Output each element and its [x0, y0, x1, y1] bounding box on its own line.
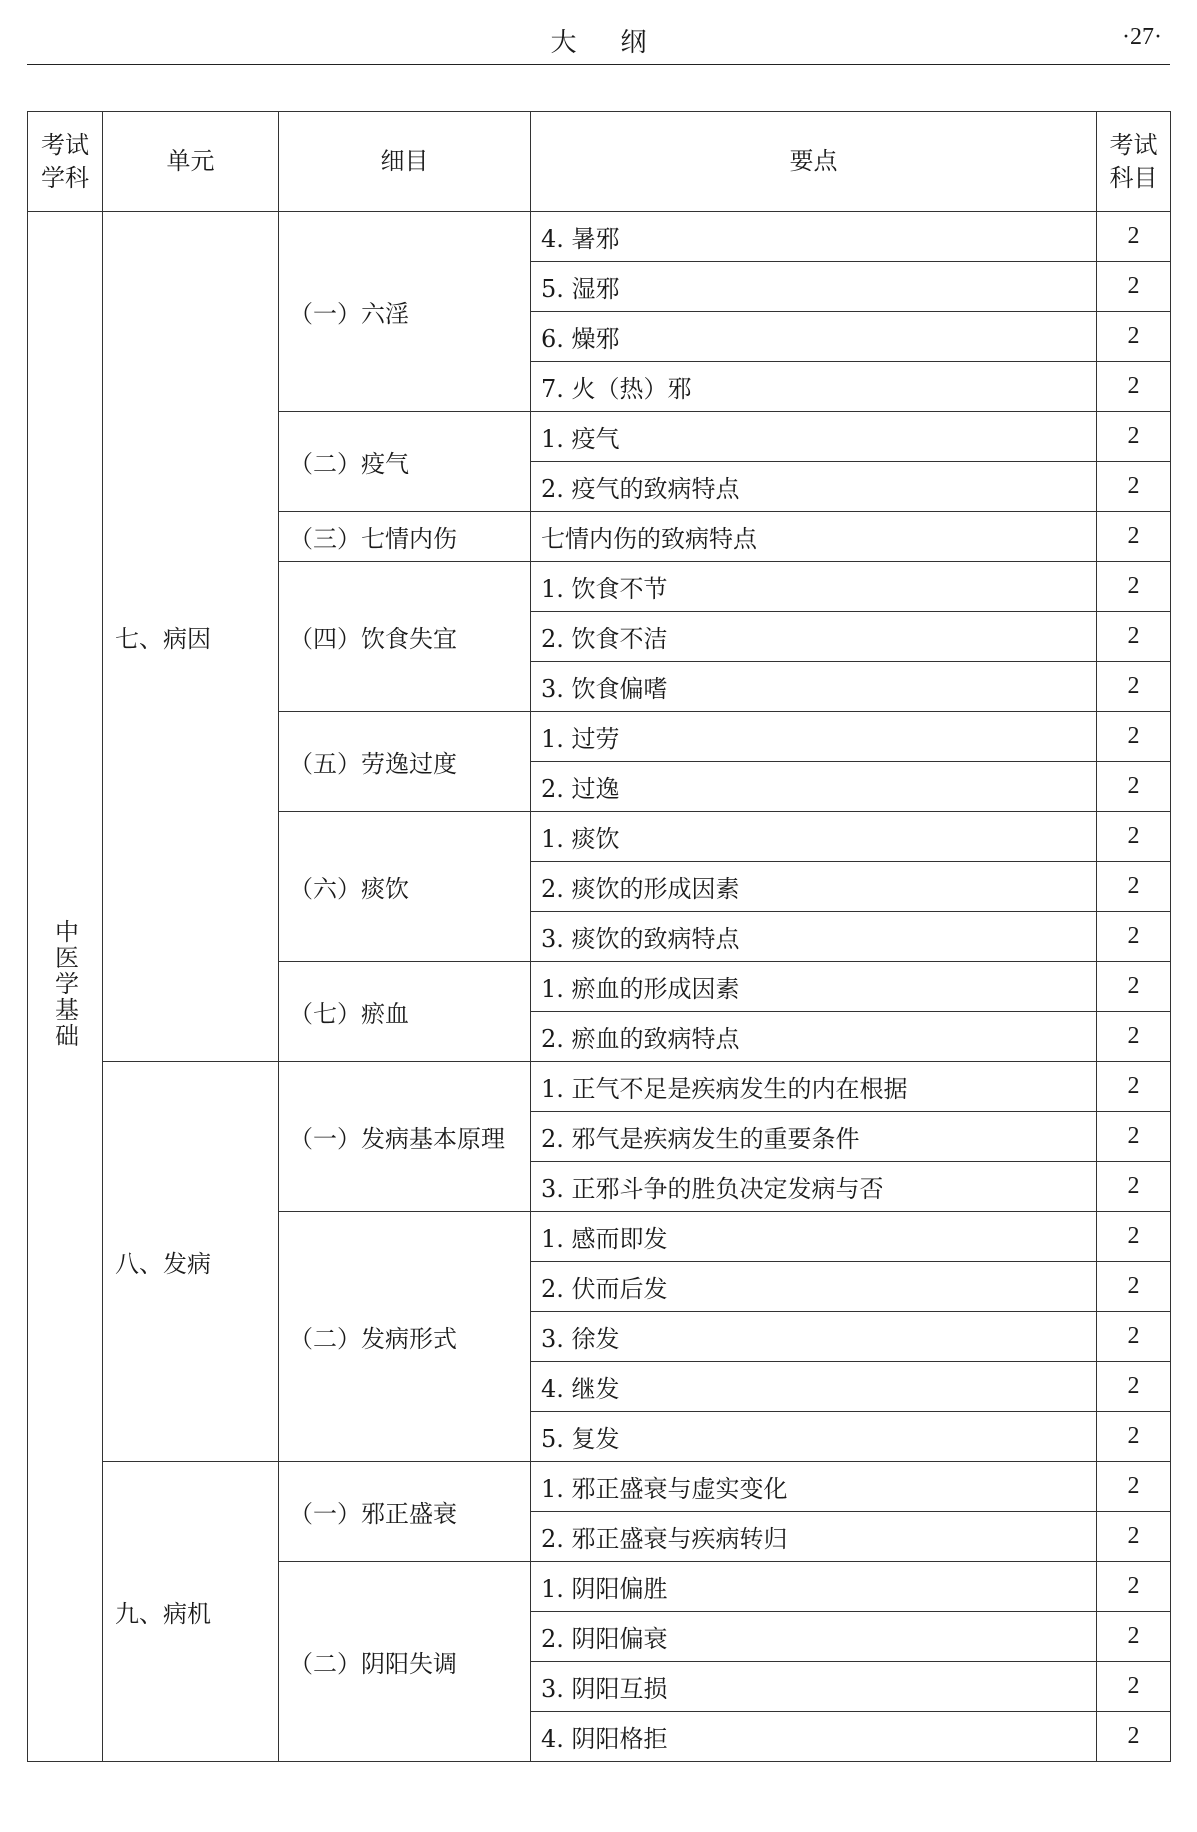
level-cell: 2 [1097, 812, 1171, 862]
level-cell: 2 [1097, 1362, 1171, 1412]
level-cell: 2 [1097, 512, 1171, 562]
level-cell: 2 [1097, 862, 1171, 912]
point-cell: 1. 瘀血的形成因素 [531, 962, 1097, 1012]
level-cell: 2 [1097, 1162, 1171, 1212]
point-cell: 4. 继发 [531, 1362, 1097, 1412]
subject-cell [28, 212, 103, 1762]
detail-cell: （四）饮食失宜 [279, 562, 531, 712]
level-cell: 2 [1097, 462, 1171, 512]
point-cell: 1. 疫气 [531, 412, 1097, 462]
unit-cell: 八、发病 [103, 1062, 279, 1462]
point-cell: 1. 饮食不节 [531, 562, 1097, 612]
point-cell: 2. 伏而后发 [531, 1262, 1097, 1312]
level-cell: 2 [1097, 412, 1171, 462]
point-cell: 2. 邪气是疾病发生的重要条件 [531, 1112, 1097, 1162]
level-cell: 2 [1097, 1512, 1171, 1562]
point-cell: 1. 过劳 [531, 712, 1097, 762]
level-cell: 2 [1097, 712, 1171, 762]
level-cell: 2 [1097, 262, 1171, 312]
point-cell: 2. 饮食不洁 [531, 612, 1097, 662]
point-cell: 3. 痰饮的致病特点 [531, 912, 1097, 962]
unit-cell: 七、病因 [103, 212, 279, 1062]
level-cell: 2 [1097, 662, 1171, 712]
point-cell: 3. 饮食偏嗜 [531, 662, 1097, 712]
point-cell: 1. 感而即发 [531, 1212, 1097, 1262]
level-cell: 2 [1097, 1262, 1171, 1312]
column-header-unit: 单元 [103, 112, 279, 212]
point-cell: 1. 邪正盛衰与虚实变化 [531, 1462, 1097, 1512]
page-title: 大纲 [550, 28, 691, 58]
detail-cell: （一）发病基本原理 [279, 1062, 531, 1212]
table-row [28, 1462, 1171, 1512]
level-cell: 2 [1097, 562, 1171, 612]
subject-label: 中医学基础 [50, 918, 79, 1049]
table-body [28, 212, 1171, 1762]
level-cell: 2 [1097, 1712, 1171, 1762]
level-cell: 2 [1097, 1312, 1171, 1362]
level-cell: 2 [1097, 612, 1171, 662]
point-cell: 4. 阴阳格拒 [531, 1712, 1097, 1762]
unit-cell: 九、病机 [103, 1462, 279, 1762]
point-cell: 7. 火（热）邪 [531, 362, 1097, 412]
point-cell: 6. 燥邪 [531, 312, 1097, 362]
point-cell: 七情内伤的致病特点 [531, 512, 1097, 562]
point-cell: 5. 湿邪 [531, 262, 1097, 312]
column-header-level: 考试科目 [1097, 112, 1171, 212]
level-cell: 2 [1097, 1562, 1171, 1612]
point-cell: 1. 阴阳偏胜 [531, 1562, 1097, 1612]
table-header-row [28, 112, 1171, 212]
detail-cell: （七）瘀血 [279, 962, 531, 1062]
page-header [27, 0, 1170, 65]
point-cell: 1. 正气不足是疾病发生的内在根据 [531, 1062, 1097, 1112]
point-cell: 2. 痰饮的形成因素 [531, 862, 1097, 912]
detail-cell: （二）发病形式 [279, 1212, 531, 1462]
point-cell: 1. 痰饮 [531, 812, 1097, 862]
detail-cell: （五）劳逸过度 [279, 712, 531, 812]
detail-cell: （一）邪正盛衰 [279, 1462, 531, 1562]
level-cell: 2 [1097, 312, 1171, 362]
point-cell: 5. 复发 [531, 1412, 1097, 1462]
table-row [28, 212, 1171, 262]
table-row [28, 1062, 1171, 1112]
detail-cell: （六）痰饮 [279, 812, 531, 962]
column-header-detail: 细目 [279, 112, 531, 212]
column-header-point: 要点 [531, 112, 1097, 212]
detail-cell: （一）六淫 [279, 212, 531, 412]
point-cell: 4. 暑邪 [531, 212, 1097, 262]
level-cell: 2 [1097, 1462, 1171, 1512]
level-cell: 2 [1097, 962, 1171, 1012]
level-cell: 2 [1097, 1662, 1171, 1712]
detail-cell: （二）阴阳失调 [279, 1562, 531, 1762]
level-cell: 2 [1097, 1212, 1171, 1262]
point-cell: 2. 瘀血的致病特点 [531, 1012, 1097, 1062]
level-cell: 2 [1097, 1412, 1171, 1462]
page-number: ·27· [1122, 24, 1162, 50]
level-cell: 2 [1097, 912, 1171, 962]
level-cell: 2 [1097, 212, 1171, 262]
syllabus-table [27, 111, 1171, 1762]
point-cell: 2. 邪正盛衰与疾病转归 [531, 1512, 1097, 1562]
column-header-subject: 考试学科 [28, 112, 103, 212]
level-cell: 2 [1097, 1112, 1171, 1162]
level-cell: 2 [1097, 762, 1171, 812]
point-cell: 2. 阴阳偏衰 [531, 1612, 1097, 1662]
level-cell: 2 [1097, 362, 1171, 412]
detail-cell: （二）疫气 [279, 412, 531, 512]
detail-cell: （三）七情内伤 [279, 512, 531, 562]
point-cell: 3. 徐发 [531, 1312, 1097, 1362]
level-cell: 2 [1097, 1062, 1171, 1112]
point-cell: 3. 正邪斗争的胜负决定发病与否 [531, 1162, 1097, 1212]
level-cell: 2 [1097, 1012, 1171, 1062]
point-cell: 2. 过逸 [531, 762, 1097, 812]
level-cell: 2 [1097, 1612, 1171, 1662]
point-cell: 2. 疫气的致病特点 [531, 462, 1097, 512]
point-cell: 3. 阴阳互损 [531, 1662, 1097, 1712]
